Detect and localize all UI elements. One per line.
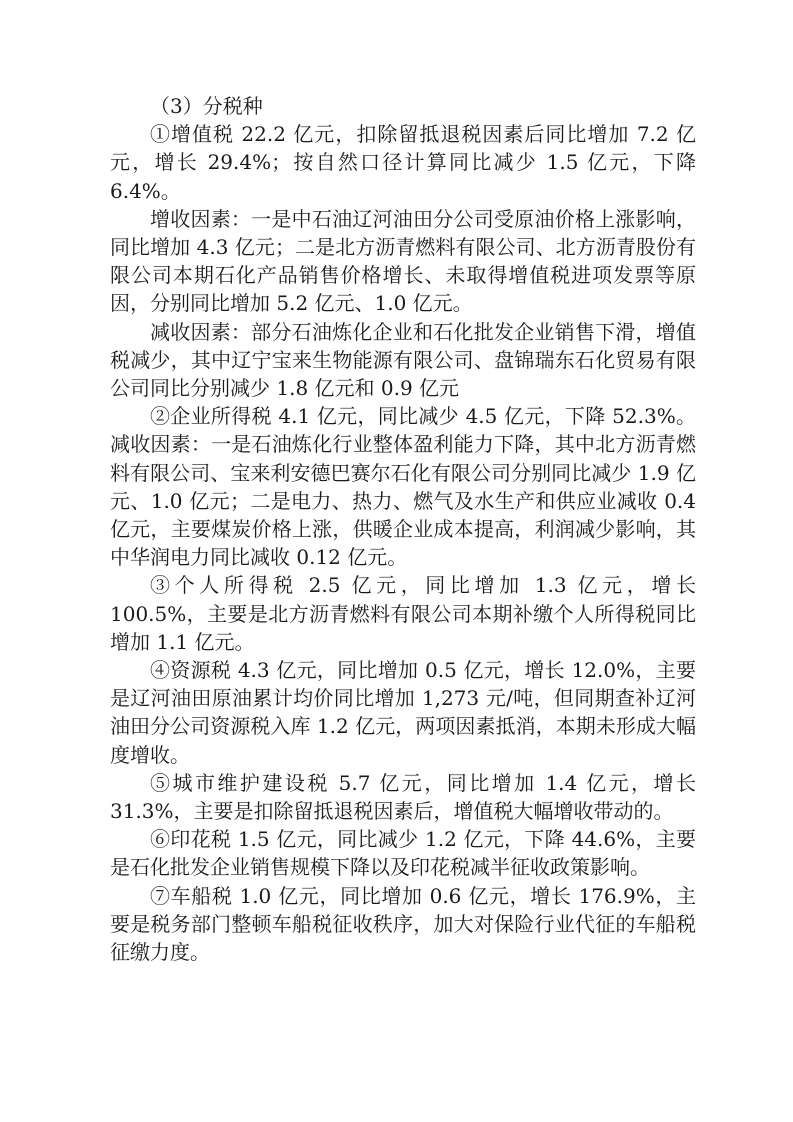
section-heading: （3）分税种 [150,94,263,118]
paragraph-personal-income-tax: ③个人所得税 2.5 亿元，同比增加 1.3 亿元，增长 100.5%，主要是北方沥青燃料有限公司本期补缴个人所得税同比增加 1.1 亿元。 [110,573,696,654]
paragraph-corporate-income-tax: ②企业所得税 4.1 亿元，同比减少 4.5 亿元，下降 52.3%。减收因素：一是石油炼化行业整体盈利能力下降，其中北方沥青燃料有限公司、宝来利安德巴赛尔石化有限公司分别同比减少 1.9 亿元、1.0 亿元；二是电力、热力、燃气及水生产和供应业减收 0.4 亿元，主要煤炭价格上涨，供暖企业成本提高，利润减少影响，其中华润电力同比减收 0.12 亿元。 [110,404,696,570]
paragraph-resource-tax: ④资源税 4.3 亿元，同比增加 0.5 亿元，增长 12.0%，主要是辽河油田原油累计均价同比增加 1,273 元/吨，但同期查补辽河油田分公司资源税入库 1.2 亿元，两项因素抵消，本期未形成大幅度增收。 [110,658,696,767]
paragraph-vat: ①增值税 22.2 亿元，扣除留抵退税因素后同比增加 7.2 亿元，增长 29.4%；按自然口径计算同比减少 1.5 亿元，下降 6.4%。 [110,122,696,203]
paragraph-stamp-duty: ⑥印花税 1.5 亿元，同比减少 1.2 亿元，下降 44.6%，主要是石化批发企业销售规模下降以及印花税减半征收政策影响。 [110,827,696,880]
document-body [110,92,696,966]
paragraph-vehicle-vessel-tax: ⑦车船税 1.0 亿元，同比增加 0.6 亿元，增长 176.9%，主要是税务部门整顿车船税征收秩序，加大对保险行业代征的车船税征缴力度。 [110,883,696,965]
paragraph-decrease-factors: 减收因素：部分石油炼化企业和石化批发企业销售下滑，增值税减少，其中辽宁宝来生物能源有限公司、盘锦瑞东石化贸易有限公司同比分别减少 1.8 亿元和 0.9 亿元 [110,319,696,401]
paragraph-increase-factors: 增收因素：一是中石油辽河油田分公司受原油价格上涨影响，同比增加 4.3 亿元；二是北方沥青燃料有限公司、北方沥青股份有限公司本期石化产品销售价格增长、未取得增值税进项发票等原因，分别同比增加 5.2 亿元、1.0 亿元。 [110,206,696,316]
paragraph-urban-construction-tax: ⑤城市维护建设税 5.7 亿元，同比增加 1.4 亿元，增长 31.3%，主要是扣除留抵退税因素后，增值税大幅增收带动的。 [110,770,696,824]
